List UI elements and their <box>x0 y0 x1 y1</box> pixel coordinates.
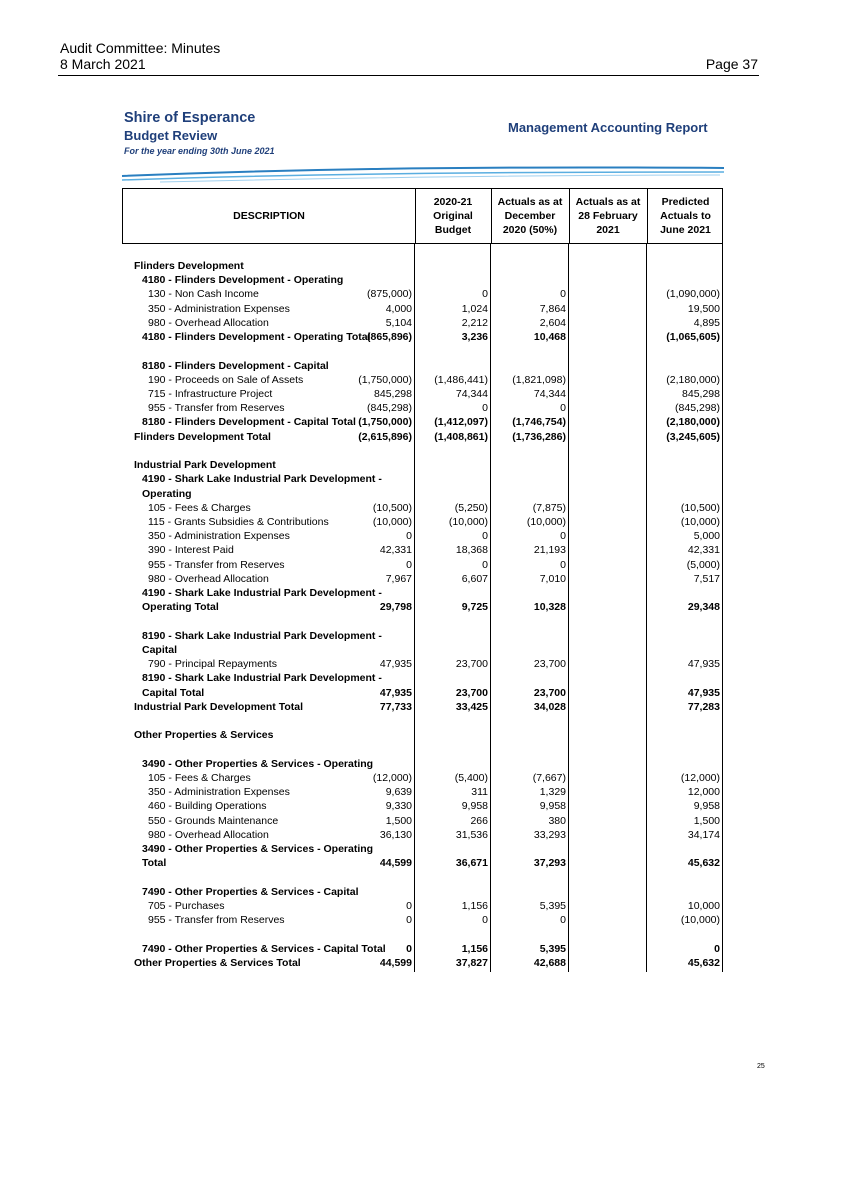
row-value: 5,000 <box>693 530 720 543</box>
row-label: 790 - Principal Repayments <box>148 658 277 671</box>
table-row <box>0 657 844 671</box>
row-value: (1,090,000) <box>666 288 720 301</box>
row-value: (1,408,861) <box>434 430 488 443</box>
row-label: 705 - Purchases <box>148 899 225 912</box>
row-value: 23,700 <box>455 686 488 699</box>
row-value: 29,798 <box>379 601 412 614</box>
row-value: 0 <box>482 558 488 571</box>
row-value: 34,028 <box>533 700 566 713</box>
minutes-date: 8 March 2021 <box>60 56 146 72</box>
row-value: 0 <box>482 914 488 927</box>
row-value: (10,000) <box>526 515 566 528</box>
row-value: 380 <box>548 814 566 827</box>
row-value: 23,700 <box>455 658 488 671</box>
table-row <box>0 913 844 927</box>
row-label: 955 - Transfer from Reserves <box>148 558 285 571</box>
row-value: (3,245,605) <box>666 430 720 443</box>
row-value: 3,236 <box>461 331 488 344</box>
row-value: 9,330 <box>385 800 412 813</box>
header-original-budget: 2020-21 Original Budget <box>433 196 473 236</box>
table-row <box>0 785 844 799</box>
row-label: 350 - Administration Expenses <box>148 302 290 315</box>
row-value: 0 <box>560 402 566 415</box>
row-label: Flinders Development <box>134 260 244 272</box>
row-label: Total <box>142 857 167 870</box>
table-row <box>0 558 844 572</box>
header-description: DESCRIPTION <box>233 210 305 222</box>
row-value: (10,000) <box>372 515 412 528</box>
row-value: 0 <box>482 288 488 301</box>
row-value: (865,896) <box>367 331 412 344</box>
row-label: 955 - Transfer from Reserves <box>148 914 285 927</box>
row-value: 21,193 <box>533 544 566 557</box>
minutes-title: Audit Committee: Minutes <box>60 40 221 56</box>
row-value: (875,000) <box>367 288 412 301</box>
row-value: 18,368 <box>455 544 488 557</box>
row-value: 31,536 <box>455 828 488 841</box>
row-value: (1,750,000) <box>358 416 412 429</box>
table-row <box>0 302 844 316</box>
row-label: 8190 - Shark Lake Industrial Park Development - <box>142 629 382 642</box>
row-label: 4190 - Shark Lake Industrial Park Development - <box>142 587 382 600</box>
row-value: 9,958 <box>693 800 720 813</box>
table-row <box>0 586 844 600</box>
row-value: 47,935 <box>379 658 412 671</box>
row-value: 266 <box>470 814 488 827</box>
row-label: Other Properties & Services Total <box>134 956 301 969</box>
header-actuals-february: Actuals as at 28 February 2021 <box>575 196 641 236</box>
table-row <box>0 330 844 344</box>
row-value: 4,895 <box>693 316 720 329</box>
row-value: (845,298) <box>367 402 412 415</box>
row-value: 10,468 <box>533 331 566 344</box>
table-row <box>0 600 844 614</box>
row-value: 10,328 <box>533 601 566 614</box>
row-value: 0 <box>406 942 412 955</box>
row-value: 74,344 <box>455 387 488 400</box>
table-row <box>0 572 844 586</box>
row-value: 33,425 <box>455 700 488 713</box>
row-value: 36,130 <box>379 828 412 841</box>
row-value: 0 <box>406 914 412 927</box>
row-value: 4,000 <box>385 302 412 315</box>
row-label: 115 - Grants Subsidies & Contributions <box>148 515 329 528</box>
row-value: 42,688 <box>533 956 566 969</box>
table-row <box>0 899 844 913</box>
row-value: 7,010 <box>539 572 566 585</box>
row-label: Capital <box>142 643 178 656</box>
row-value: (10,000) <box>680 914 720 927</box>
row-value: 77,733 <box>379 700 412 713</box>
row-value: 7,967 <box>385 572 412 585</box>
row-value: (5,250) <box>454 501 488 514</box>
row-value: 19,500 <box>687 302 720 315</box>
org-name: Shire of Esperance <box>124 110 256 126</box>
row-label: 8190 - Shark Lake Industrial Park Development - <box>142 672 382 685</box>
table-row <box>0 799 844 813</box>
row-value: 7,864 <box>539 302 566 315</box>
row-value: 2,212 <box>461 316 488 329</box>
row-value: 311 <box>471 786 488 799</box>
row-label: 8180 - Flinders Development - Capital <box>142 359 329 372</box>
table-spacer <box>0 927 844 941</box>
table-row <box>0 700 844 714</box>
row-value: 0 <box>482 530 488 543</box>
table-row <box>0 543 844 557</box>
row-value: 5,104 <box>385 316 412 329</box>
row-value: (12,000) <box>372 771 412 784</box>
row-value: (12,000) <box>680 771 720 784</box>
decorative-swoosh <box>120 160 726 184</box>
row-value: 0 <box>482 402 488 415</box>
table-row <box>0 373 844 387</box>
row-value: 1,156 <box>461 942 488 955</box>
table-header <box>122 188 723 244</box>
row-value: (1,065,605) <box>666 331 720 344</box>
row-value: 0 <box>560 288 566 301</box>
table-row <box>0 686 844 700</box>
row-value: 0 <box>560 558 566 571</box>
table-row <box>0 487 844 501</box>
header-rule <box>58 75 759 76</box>
row-label: 7490 - Other Properties & Services - Capital <box>142 885 359 898</box>
row-label: 390 - Interest Paid <box>148 544 234 557</box>
table-row <box>0 415 844 429</box>
row-label: 550 - Grounds Maintenance <box>148 814 279 827</box>
row-value: 12,000 <box>687 786 720 799</box>
row-value: 9,639 <box>385 786 412 799</box>
row-value: 74,344 <box>533 387 566 400</box>
row-value: 7,517 <box>693 572 720 585</box>
table-row <box>0 359 844 373</box>
row-label: 4190 - Shark Lake Industrial Park Development - <box>142 473 382 486</box>
row-value: 1,156 <box>461 899 488 912</box>
row-label: 190 - Proceeds on Sale of Assets <box>148 373 304 386</box>
row-value: (2,180,000) <box>666 416 720 429</box>
table-row <box>0 458 844 472</box>
row-label: Operating Total <box>142 601 219 614</box>
row-label: Flinders Development Total <box>134 430 271 443</box>
row-value: (7,667) <box>532 771 566 784</box>
row-value: (10,000) <box>680 515 720 528</box>
row-value: 36,671 <box>455 857 488 870</box>
header-predicted-actuals: Predicted Actuals to June 2021 <box>660 196 711 236</box>
row-value: 0 <box>406 899 412 912</box>
row-value: 0 <box>560 530 566 543</box>
row-value: 42,331 <box>379 544 412 557</box>
row-value: 45,632 <box>687 956 720 969</box>
row-value: (5,000) <box>686 558 720 571</box>
row-value: 45,632 <box>687 857 720 870</box>
row-value: (10,500) <box>680 501 720 514</box>
row-value: (1,750,000) <box>358 373 412 386</box>
row-label: 130 - Non Cash Income <box>148 288 259 301</box>
table-spacer <box>0 742 844 756</box>
row-label: 350 - Administration Expenses <box>148 530 290 543</box>
row-value: (1,486,441) <box>434 373 488 386</box>
table-spacer <box>0 344 844 358</box>
row-value: 845,298 <box>374 387 412 400</box>
row-label: 955 - Transfer from Reserves <box>148 402 285 415</box>
row-value: 29,348 <box>687 601 720 614</box>
table-row <box>0 287 844 301</box>
table-row <box>0 757 844 771</box>
row-value: (10,000) <box>448 515 488 528</box>
row-value: 47,935 <box>687 658 720 671</box>
table-row <box>0 956 844 970</box>
table-row <box>0 515 844 529</box>
table-row <box>0 273 844 287</box>
row-label: 3490 - Other Properties & Services - Operating <box>142 843 374 856</box>
report-subtitle: Budget Review <box>124 128 218 143</box>
table-row <box>0 885 844 899</box>
row-value: 0 <box>406 558 412 571</box>
header-actuals-december: Actuals as at December 2020 (50%) <box>497 196 563 236</box>
row-label: 460 - Building Operations <box>148 800 267 813</box>
row-value: 1,500 <box>385 814 412 827</box>
table-row <box>0 529 844 543</box>
row-value: (1,821,098) <box>512 373 566 386</box>
table-spacer <box>0 444 844 458</box>
footer-page-number: 25 <box>757 1063 765 1070</box>
row-value: 0 <box>560 914 566 927</box>
table-row <box>0 629 844 643</box>
table-row <box>0 842 844 856</box>
row-value: 845,298 <box>682 387 720 400</box>
row-label: Other Properties & Services <box>134 729 274 742</box>
row-value: 2,604 <box>539 316 566 329</box>
table-spacer <box>0 870 844 884</box>
row-value: 44,599 <box>379 857 412 870</box>
row-value: 5,395 <box>539 942 566 955</box>
row-value: 23,700 <box>533 658 566 671</box>
table-spacer <box>0 615 844 629</box>
row-value: 34,174 <box>687 828 720 841</box>
row-label: 3490 - Other Properties & Services - Operating <box>142 757 374 770</box>
row-value: (1,746,754) <box>512 416 566 429</box>
row-value: 23,700 <box>533 686 566 699</box>
report-period: For the year ending 30th June 2021 <box>124 146 275 156</box>
row-value: 33,293 <box>533 828 566 841</box>
table-row <box>0 671 844 685</box>
row-label: 350 - Administration Expenses <box>148 786 290 799</box>
table-row <box>0 472 844 486</box>
table-row <box>0 401 844 415</box>
row-label: 4180 - Flinders Development - Operating <box>142 274 344 287</box>
row-label: 980 - Overhead Allocation <box>148 316 269 329</box>
row-value: 47,935 <box>379 686 412 699</box>
table-row <box>0 643 844 657</box>
row-value: 0 <box>714 942 720 955</box>
row-value: 1,329 <box>539 786 566 799</box>
row-value: (2,615,896) <box>358 430 412 443</box>
table-spacer <box>0 714 844 728</box>
row-value: (2,180,000) <box>666 373 720 386</box>
row-label: 8180 - Flinders Development - Capital Total <box>142 416 356 429</box>
row-value: 42,331 <box>687 544 720 557</box>
row-label: Capital Total <box>142 686 205 699</box>
table-row <box>0 856 844 870</box>
table-row <box>0 501 844 515</box>
row-value: (10,500) <box>372 501 412 514</box>
table-row <box>0 316 844 330</box>
row-value: 44,599 <box>379 956 412 969</box>
row-value: (1,736,286) <box>512 430 566 443</box>
row-value: (1,412,097) <box>434 416 488 429</box>
row-label: 105 - Fees & Charges <box>148 771 251 784</box>
row-value: 0 <box>406 530 412 543</box>
row-value: 1,024 <box>461 302 488 315</box>
row-value: 37,827 <box>455 956 488 969</box>
row-value: 37,293 <box>533 857 566 870</box>
row-label: 4180 - Flinders Development - Operating Total <box>142 331 371 344</box>
page-number-header: Page 37 <box>705 56 758 72</box>
row-label: 980 - Overhead Allocation <box>148 828 269 841</box>
row-value: 77,283 <box>687 700 720 713</box>
table-row <box>0 814 844 828</box>
row-label: 715 - Infrastructure Project <box>148 387 273 400</box>
row-label: Industrial Park Development Total <box>134 700 304 713</box>
table-row <box>0 728 844 742</box>
row-label: Operating <box>142 487 192 500</box>
row-label: Industrial Park Development <box>134 459 276 472</box>
row-value: (7,875) <box>532 501 566 514</box>
row-value: 9,958 <box>461 800 488 813</box>
row-value: (845,298) <box>675 402 720 415</box>
table-row <box>0 259 844 273</box>
row-value: 5,395 <box>539 899 566 912</box>
row-label: 105 - Fees & Charges <box>148 501 251 514</box>
row-value: 9,958 <box>539 800 566 813</box>
table-row <box>0 430 844 444</box>
row-value: 6,607 <box>461 572 488 585</box>
row-label: 7490 - Other Properties & Services - Capital Total <box>142 942 386 955</box>
row-value: (5,400) <box>454 771 488 784</box>
table-row <box>0 828 844 842</box>
row-value: 1,500 <box>693 814 720 827</box>
table-row <box>0 387 844 401</box>
row-value: 9,725 <box>461 601 488 614</box>
row-value: 47,935 <box>687 686 720 699</box>
row-label: 980 - Overhead Allocation <box>148 572 269 585</box>
row-value: 10,000 <box>687 899 720 912</box>
table-row <box>0 942 844 956</box>
table-row <box>0 771 844 785</box>
report-heading: Management Accounting Report <box>508 120 708 135</box>
